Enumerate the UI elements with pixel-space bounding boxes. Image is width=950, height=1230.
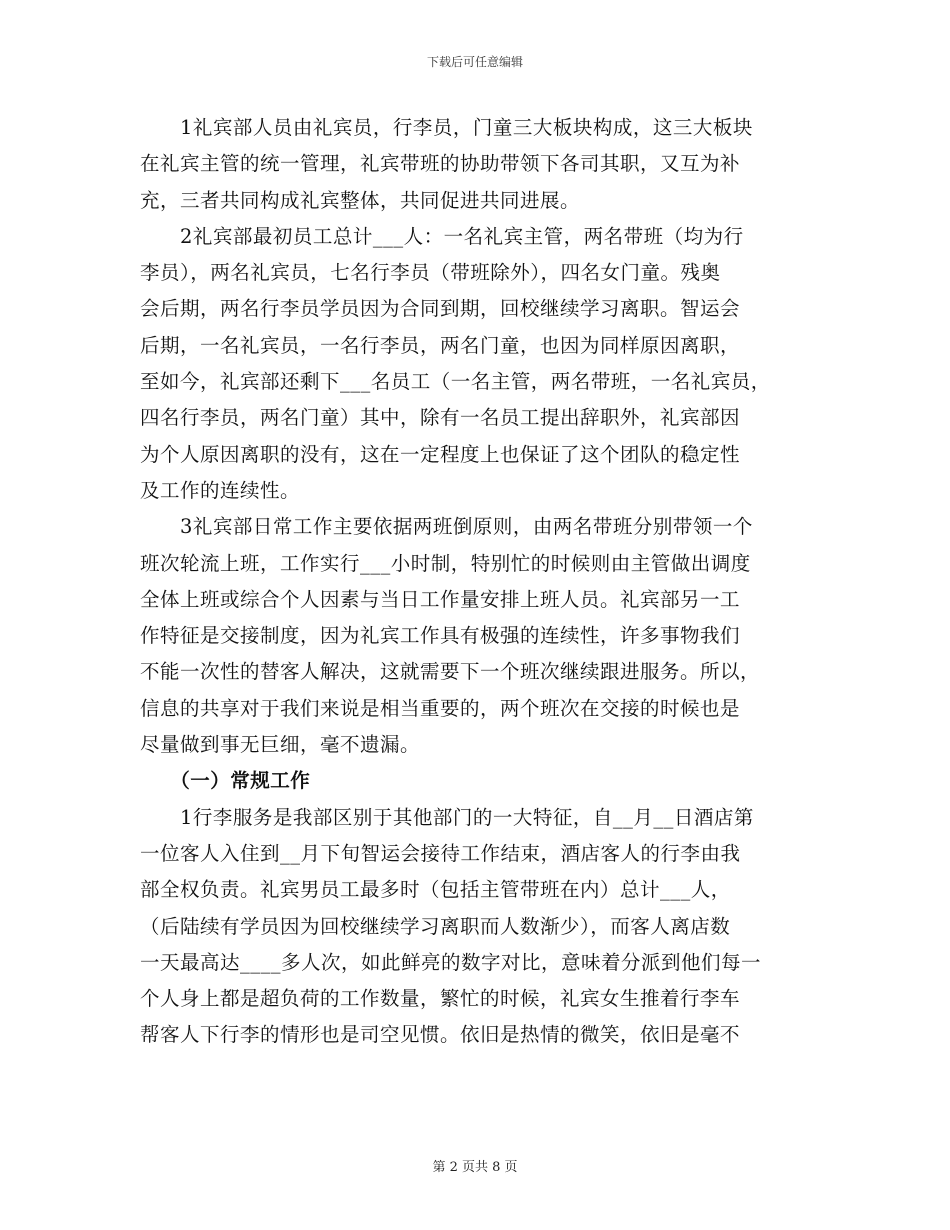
text-line: 在礼宾主管的统一管理，礼宾带班的协助带领下各司其职，又互为补 [140,152,741,176]
text-line: 至如今，礼宾部还剩下___名员工（一名主管，两名带班，一名礼宾员， [140,370,771,394]
document-body [140,110,820,1054]
text-line: 3礼宾部日常工作主要依据两班倒原则，由两名带班分别带领一个 [140,515,753,539]
text-line: 2礼宾部最初员工总计___人：一名礼宾主管，两名带班（均为行 [140,224,744,248]
text-line: 尽量做到事无巨细，毫不遗漏。 [140,733,421,757]
text-line: 不能一次性的替客人解决，这就需要下一个班次继续跟进服务。所以， [140,660,761,684]
text-line: 四名行李员，两名门童）其中，除有一名员工提出辞职外，礼宾部因 [140,406,741,430]
text-line: 李员），两名礼宾员，七名行李员（带班除外），四名女门童。残奥 [140,261,721,285]
text-line: 个人身上都是超负荷的工作数量，繁忙的时候，礼宾女生推着行李车 [140,987,741,1011]
page-footer: 第 2 页共 8 页 [432,1160,518,1175]
text-line: 一天最高达____多人次，如此鲜亮的数字对比，意味着分派到他们每一 [140,950,762,974]
text-line: 帮客人下行李的情形也是司空见惯。依旧是热情的微笑，依旧是毫不 [140,1023,741,1047]
text-line: 后期，一名礼宾员，一名行李员，两名门童，也因为同样原因离职， [140,333,741,357]
text-line: 全体上班或综合个人因素与当日工作量安排上班人员。礼宾部另一工 [140,587,741,611]
text-line: 班次轮流上班，工作实行___小时制，特别忙的时候则由主管做出调度 [140,551,751,575]
text-line: 1礼宾部人员由礼宾员，行李员，门童三大板块构成，这三大板块 [140,116,753,139]
text-line: 一位客人入住到__月下旬智运会接待工作结束，酒店客人的行李由我 [140,841,741,865]
text-line: 信息的共享对于我们来说是相当重要的，两个班次在交接的时候也是 [140,696,741,720]
page-header: 下载后可任意编辑 [426,55,523,69]
text-line: 充，三者共同构成礼宾整体，共同促进共同进展。 [140,188,581,212]
text-line: 1行李服务是我部区别于其他部门的一大特征，自__月__日酒店第 [140,805,754,829]
text-line: （后陆续有学员因为回校继续学习离职而人数渐少），而客人离店数 [140,914,731,938]
section-heading: （一）常规工作 [140,769,311,793]
text-line: 及工作的连续性。 [140,478,301,502]
text-line: 会后期，两名行李员学员因为合同到期，回校继续学习离职。智运会 [140,297,741,321]
text-line: 为个人原因离职的没有，这在一定程度上也保证了这个团队的稳定性 [140,442,741,466]
text-line: 部全权负责。礼宾男员工最多时（包括主管带班在内）总计___人， [140,878,731,902]
text-line: 作特征是交接制度，因为礼宾工作具有极强的连续性，许多事物我们 [140,624,741,648]
